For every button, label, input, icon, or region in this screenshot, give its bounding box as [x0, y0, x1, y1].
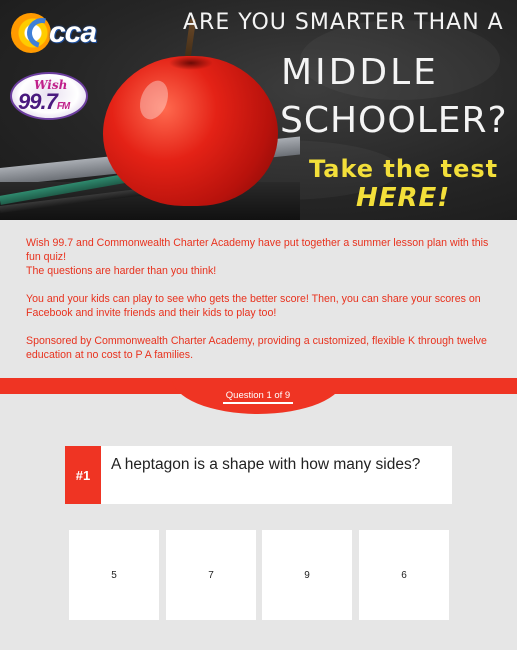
wish-logo-frequency	[18, 89, 69, 115]
intro-paragraph-1	[26, 236, 496, 278]
apple-body	[103, 56, 278, 206]
question-card	[65, 446, 452, 504]
wish-logo-fm: FM	[56, 101, 70, 112]
apple-illustration	[103, 44, 278, 209]
cca-logo	[11, 11, 103, 53]
answer-option-1[interactable]: 5	[69, 530, 159, 620]
wish-logo-number: 99.7	[18, 89, 57, 114]
answer-option-2[interactable]: 7	[166, 530, 256, 620]
question-counter	[172, 390, 344, 404]
wish-logo-small: Wish	[34, 78, 68, 92]
question-text: A heptagon is a shape with how many sides?	[111, 456, 421, 473]
question-counter-text: Question 1 of 9	[223, 390, 293, 404]
apple-dimple	[169, 56, 213, 70]
intro-paragraph-1-line-1: Wish 99.7 and Commonwealth Charter Academy have put together a summer lesson plan with this fun quiz!	[26, 237, 489, 263]
intro-text	[26, 236, 496, 376]
headline-line-2: MIDDLE	[281, 52, 439, 93]
cta-line-1: Take the test	[309, 155, 499, 183]
header-banner-image[interactable]	[0, 0, 517, 220]
answer-option-3[interactable]: 9	[262, 530, 352, 620]
question-number-badge: #1	[65, 446, 101, 504]
cca-logo-text: cca	[49, 16, 97, 49]
wish-fm-logo	[10, 72, 88, 120]
answer-option-4[interactable]: 6	[359, 530, 449, 620]
intro-paragraph-1-line-2: The questions are harder than you think!	[26, 265, 217, 277]
cta-line-2: HERE!	[356, 183, 451, 213]
headline-line-1: ARE YOU SMARTER THAN A	[183, 10, 504, 35]
intro-paragraph-2: You and your kids can play to see who gets the better score! Then, you can share your scores on Facebook and invite friends and their kids to play too!	[26, 293, 481, 319]
headline-line-3: SCHOOLER?	[280, 100, 508, 141]
intro-paragraph-3: Sponsored by Commonwealth Charter Academy, providing a customized, flexible K through twelve education at no cost to P A families.	[26, 335, 487, 361]
